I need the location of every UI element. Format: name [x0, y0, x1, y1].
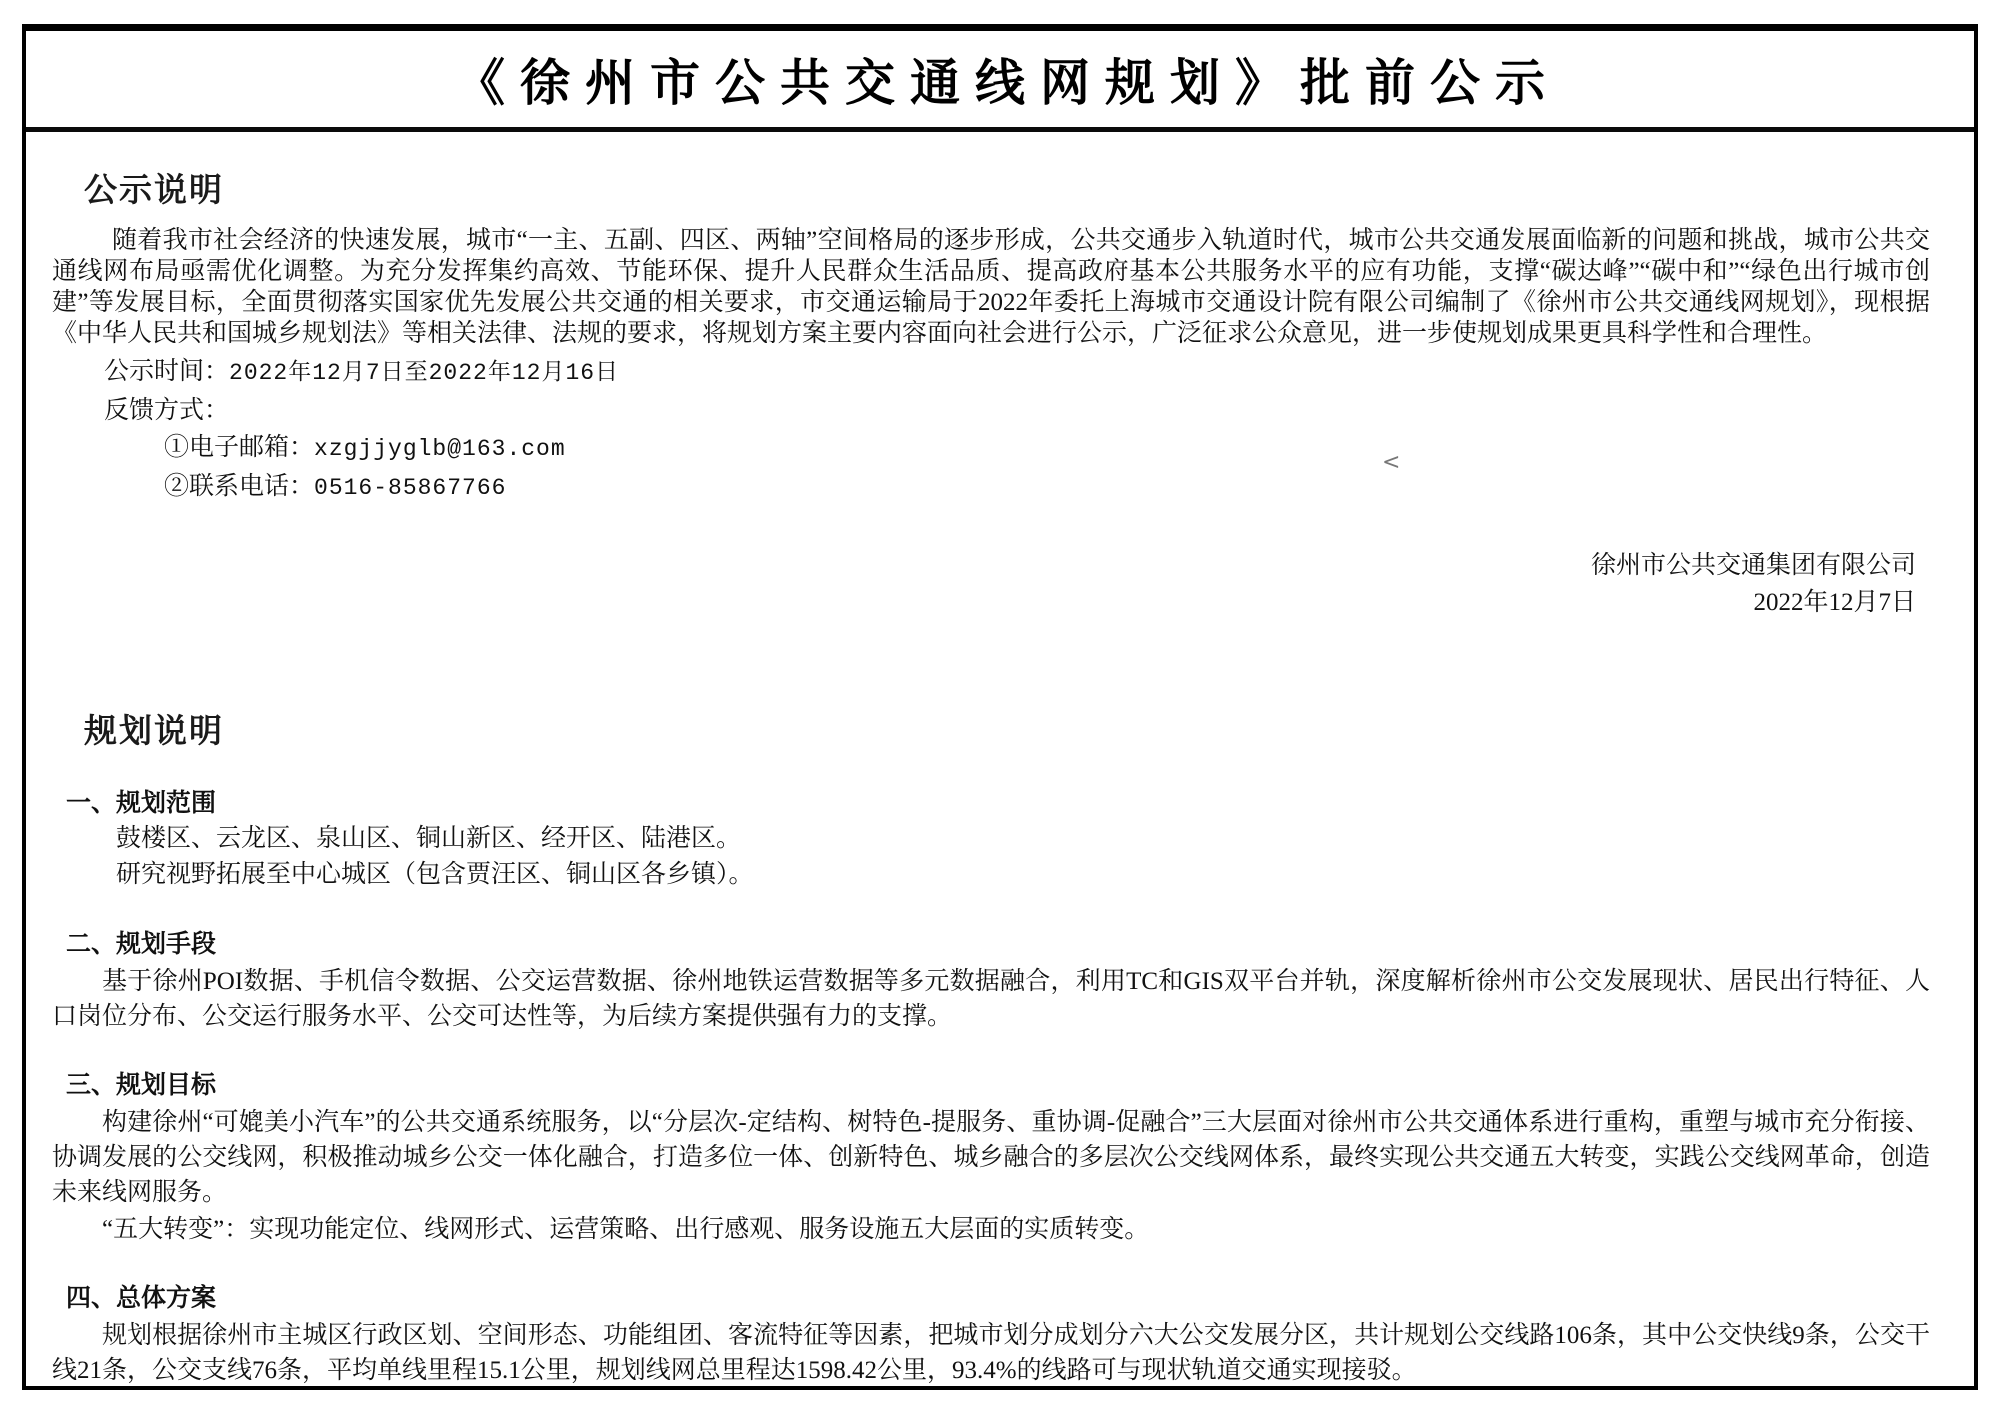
notice-time-line: [52, 353, 1930, 392]
notice-time-value: 2022年12月7日至2022年12月16日: [229, 360, 620, 386]
plan-sub-overall-paragraph: 规划根据徐州市主城区行政区划、空间形态、功能组团、客流特征等因素，把城市划分成划分六大公交发展分区，共计规划公交线路106条，其中公交快线9条，公交干线21条，公交支线76条，平均单线里程15.1公里，规划线网总里程达1598.42公里，93.4%的线路可与现状轨道交通实现接驳。: [52, 1322, 1930, 1384]
notice-time-label: 公示时间：: [104, 358, 230, 385]
page-frame: [22, 24, 1978, 1390]
signature-block: [52, 547, 1930, 621]
signature-org: 徐州市公共交通集团有限公司: [1590, 552, 1916, 579]
plan-sub-scope: [52, 786, 1930, 893]
page-content: [26, 164, 1974, 1388]
plan-sub-goal-title: 三、规划目标: [66, 1072, 217, 1099]
notice-paragraph: 随着我市社会经济的快速发展，城市“一主、五副、四区、两轴”空间格局的逐步形成，公共交通步入轨道时代，城市公共交通发展面临新的问题和挑战，城市公共交通线网布局亟需优化调整。为充分发挥集约高效、节能环保、提升人民群众生活品质、提高政府基本公共服务水平的应有功能，支撑“碳达峰”“碳中和”“绿色出行城市创建”等发展目标，全面贯彻落实国家优先发展公共交通的相关要求，市交通运输局于2022年委托上海城市交通设计院有限公司编制了《徐州市公共交通线网规划》，现根据《中华人民共和国城乡规划法》等相关法律、法规的要求，将规划方案主要内容面向社会进行公示，广泛征求公众意见，进一步使规划成果更具科学性和合理性。: [52, 227, 1930, 347]
feedback-label: 反馈方式：: [104, 397, 230, 424]
plan-sub-method-paragraph: 基于徐州POI数据、手机信令数据、公交运营数据、徐州地铁运营数据等多元数据融合，利用TC和GIS双平台并轨，深度解析徐州市公交发展现状、居民出行特征、人口岗位分布、公交运行服务水平、公交可达性等，为后续方案提供强有力的支撑。: [52, 968, 1930, 1030]
phone-value: 0516-85867766: [314, 475, 507, 501]
plan-sub-overall-title: 四、总体方案: [66, 1285, 217, 1312]
email-label: ①电子邮箱：: [164, 434, 315, 461]
stray-angle-mark: <: [1382, 450, 1401, 475]
plan-sub-method: [52, 927, 1930, 1034]
notice-heading: 公示说明: [84, 171, 224, 208]
plan-sub-scope-title: 一、规划范围: [66, 790, 217, 817]
email-value: xzgjjyglb@163.com: [314, 436, 566, 462]
plan-sub-goal-paragraph-2: “五大转变”：实现功能定位、线网形式、运营策略、出行感观、服务设施五大层面的实质转变。: [102, 1216, 1150, 1243]
phone-line: [52, 468, 1930, 507]
title-bar: [26, 31, 1974, 132]
plan-sub-goal-paragraph-1: 构建徐州“可媲美小汽车”的公共交通系统服务，以“分层次-定结构、树特色-提服务、重协调-促融合”三大层面对徐州市公共交通体系进行重构，重塑与城市充分衔接、协调发展的公交线网，积极推动城乡公交一体化融合，打造多位一体、创新特色、城乡融合的多层次公交线网体系，最终实现公共交通五大转变，实践公交线网革命，创造未来线网服务。: [52, 1109, 1930, 1206]
plan-sub-goal: [52, 1068, 1930, 1247]
signature-date: 2022年12月7日: [1753, 589, 1916, 616]
plan-heading: 规划说明: [84, 712, 224, 749]
plan-sub-scope-line1: 鼓楼区、云龙区、泉山区、铜山新区、经开区、陆港区。: [116, 825, 742, 852]
plan-section: [52, 705, 1930, 1388]
email-line: [52, 429, 1930, 468]
page-title: 《徐州市公共交通线网规划》批前公示: [455, 55, 1560, 111]
contact-block: [52, 353, 1930, 507]
plan-sub-scope-line2: 研究视野拓展至中心城区（包含贾汪区、铜山区各乡镇）。: [116, 861, 754, 888]
plan-sub-method-title: 二、规划手段: [66, 931, 217, 958]
notice-section: [52, 164, 1930, 621]
plan-sub-overall: [52, 1281, 1930, 1388]
phone-label: ②联系电话：: [164, 473, 315, 500]
